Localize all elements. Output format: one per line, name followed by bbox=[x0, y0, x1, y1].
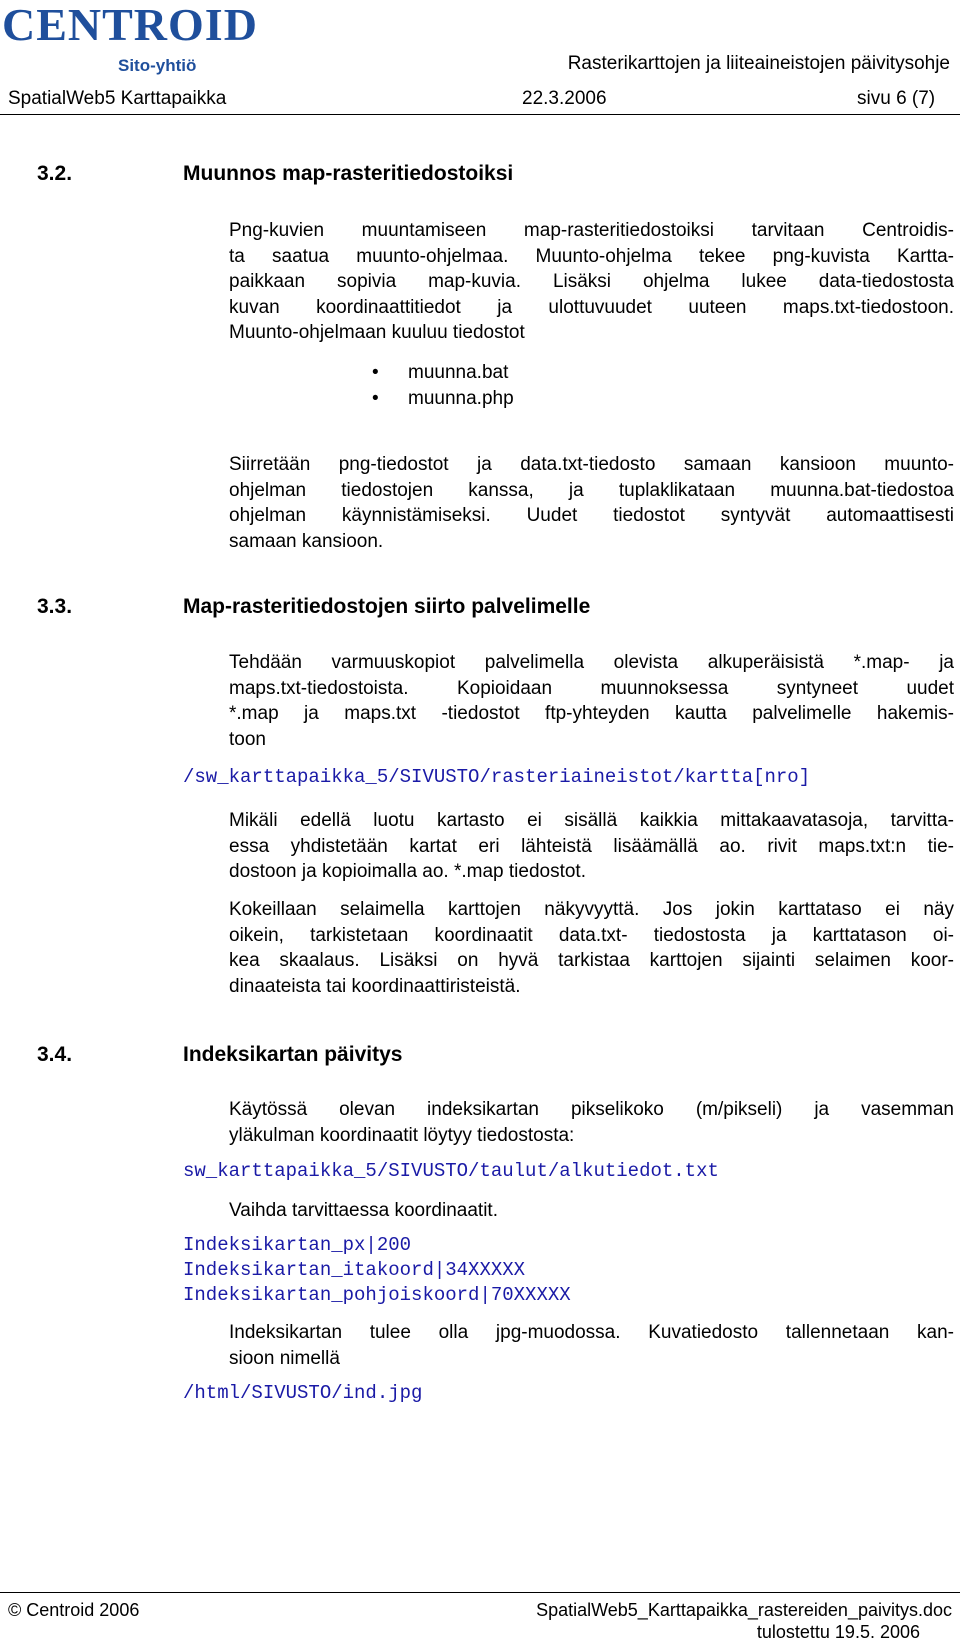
text-line: paikkaan sopivia map-kuvia. Lisäksi ohjelma lukee data-tiedostosta bbox=[229, 271, 954, 292]
text-line: oikein, tarkistetaan koordinaatit data.txt- tiedostosta ja karttatason oi- bbox=[229, 924, 954, 946]
centroid-logo: CENTROID bbox=[2, 0, 258, 50]
text-line: kea skaalaus. Lisäksi on hyvä tarkistaa karttojen sijainti selaimen koor- bbox=[229, 950, 954, 971]
text-line: Muunto-ohjelmaan kuuluu tiedostot bbox=[229, 322, 525, 343]
text-line: sioon nimellä bbox=[229, 1347, 340, 1369]
text-line: samaan kansioon. bbox=[229, 530, 384, 552]
footer-rule bbox=[0, 1592, 960, 1593]
text-line: Siirretään png-tiedostot ja data.txt-tiedosto samaan kansioon muunto- bbox=[229, 454, 954, 475]
text-line: Mikäli edellä luotu kartasto ei sisällä kaikkia mittakaavatasoja, tarvitta- bbox=[229, 810, 954, 831]
text-line: ohjelman käynnistämiseksi. Uudet tiedostot syntyvät automaattisesti bbox=[229, 505, 954, 526]
image-file-path: /html/SIVUSTO/ind.jpg bbox=[183, 1382, 423, 1404]
code-line: Indeksikartan_px|200 bbox=[183, 1234, 412, 1256]
paragraph bbox=[229, 808, 954, 885]
header-rule bbox=[0, 114, 960, 115]
section-number: 3.4. bbox=[37, 1043, 73, 1066]
text-line: maps.txt-tiedostoista. Kopioidaan muunnoksessa syntyneet uudet bbox=[229, 677, 954, 699]
text-line: Indeksikartan tulee olla jpg-muodossa. Kuvatiedosto tallennetaan kan- bbox=[229, 1322, 954, 1343]
text-line: Vaihda tarvittaessa koordinaatit. bbox=[229, 1200, 498, 1221]
paragraph bbox=[229, 897, 954, 999]
text-line: yläkulman koordinaatit löytyy tiedostosta: bbox=[229, 1124, 575, 1146]
text-line: toon bbox=[229, 728, 266, 750]
list-item: muunna.php bbox=[408, 388, 514, 409]
file-name: SpatialWeb5_Karttapaikka_rastereiden_paivitys.doc bbox=[536, 1600, 952, 1620]
code-line: Indeksikartan_pohjoiskoord|70XXXXX bbox=[183, 1284, 571, 1306]
document-date: 22.3.2006 bbox=[522, 88, 607, 109]
document-title: Rasterikarttojen ja liiteaineistojen päivitysohje bbox=[567, 53, 950, 74]
list-item: muunna.bat bbox=[408, 362, 509, 383]
section-number: 3.2. bbox=[37, 162, 73, 185]
text-line: Tehdään varmuuskopiot palvelimella olevista alkuperäisistä *.map- ja bbox=[229, 652, 954, 673]
page-number: sivu 6 (7) bbox=[857, 88, 936, 109]
text-line: ta saatua muunto-ohjelmaa. Muunto-ohjelma tekee png-kuvista Kartta- bbox=[229, 245, 954, 267]
paragraph bbox=[229, 1198, 954, 1224]
code-line: Indeksikartan_itakoord|34XXXXX bbox=[183, 1259, 526, 1281]
paragraph bbox=[229, 218, 954, 346]
logo-subtitle: Sito-yhtiö bbox=[118, 56, 197, 75]
product-name: SpatialWeb5 Karttapaikka bbox=[8, 88, 227, 109]
section-number: 3.3. bbox=[37, 595, 73, 618]
text-line: *.map ja maps.txt -tiedostot ftp-yhteyden kautta palvelimelle hakemis- bbox=[229, 703, 954, 724]
text-line: ohjelman tiedostojen kanssa, ja tuplaklikataan muunna.bat-tiedostoa bbox=[229, 479, 954, 501]
section-title: Map-rasteritiedostojen siirto palvelimelle bbox=[183, 595, 591, 618]
print-date: tulostettu 19.5. 2006 bbox=[756, 1622, 920, 1642]
text-line: essa yhdistetään kartat eri lähteistä lisäämällä ao. rivit maps.txt:n tie- bbox=[229, 835, 954, 857]
text-line: kuvan koordinaattitiedot ja ulottuvuudet uuteen maps.txt-tiedostoon. bbox=[229, 296, 954, 318]
paragraph bbox=[229, 452, 954, 554]
text-line: Kokeillaan selaimella karttojen näkyvyyttä. Jos jokin karttataso ei näy bbox=[229, 899, 954, 920]
text-line: dinaateista tai koordinaattiristeistä. bbox=[229, 975, 521, 997]
section-title: Indeksikartan päivitys bbox=[183, 1043, 403, 1066]
bullet-icon: • bbox=[372, 362, 379, 383]
server-path: /sw_karttapaikka_5/SIVUSTO/rasteriaineistot/kartta[nro] bbox=[183, 766, 811, 788]
text-line: Käytössä olevan indeksikartan pikselikoko (m/pikseli) ja vasemman bbox=[229, 1099, 954, 1120]
text-line: dostoon ja kopioimalla ao. *.map tiedostot. bbox=[229, 861, 586, 882]
config-file-path: sw_karttapaikka_5/SIVUSTO/taulut/alkutiedot.txt bbox=[183, 1160, 719, 1182]
text-line: Png-kuvien muuntamiseen map-rasteritiedostoiksi tarvitaan Centroidis- bbox=[229, 220, 954, 241]
bullet-icon: • bbox=[372, 388, 379, 409]
paragraph bbox=[229, 1320, 954, 1371]
paragraph bbox=[229, 650, 954, 752]
paragraph bbox=[229, 1097, 954, 1148]
section-title: Muunnos map-rasteritiedostoiksi bbox=[183, 162, 514, 185]
copyright: © Centroid 2006 bbox=[8, 1600, 140, 1620]
